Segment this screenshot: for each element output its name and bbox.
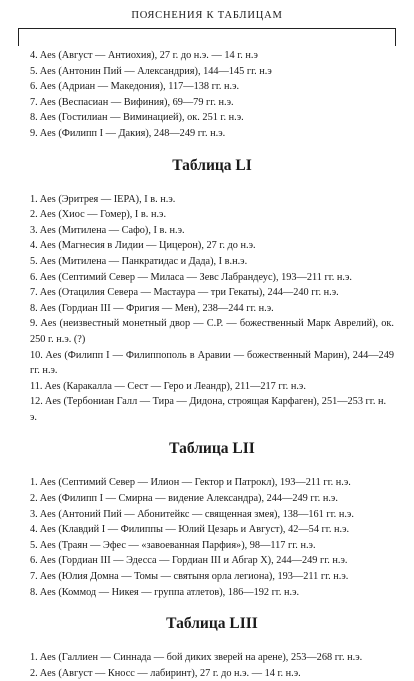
table-lii-entries [30, 475, 394, 600]
header-rule [18, 28, 396, 29]
table-li-entries [30, 192, 394, 426]
list-item: 6. Aes (Адриан — Македония), 117—138 гг. н.э. [30, 81, 240, 93]
list-item: 2. Aes (Август — Кносс — лабиринт), 27 г. до н.э. — 14 г. н.э. [30, 667, 301, 679]
list-item: 7. Aes (Отацилия Севера — Мастаура — три Гекаты), 244—240 гг. н.э. [30, 287, 339, 299]
list-item: 10. Aes (Филипп I — Филиппополь в Аравии — божественный Марин), 244—249 гг. н.э. [30, 349, 394, 377]
list-item: 7. Aes (Юлия Домна — Томы — святыня орла легиона), 193—211 гг. н.э. [30, 571, 349, 583]
list-item: 6. Aes (Гордиан III — Эдесса — Гордиан III и Абгар X), 244—249 гг. н.э. [30, 555, 348, 567]
list-item: 5. Aes (Траян — Эфес — «завоеванная Парфия»), 98—117 гг. н.э. [30, 539, 316, 551]
table-liii-entries [30, 650, 394, 681]
continued-entries [30, 48, 394, 142]
section-title-table-li: Таблица LI [172, 156, 252, 174]
list-item: 1. Aes (Септимий Север — Илион — Гектор и Патрокл), 193—211 гг. н.э. [30, 477, 351, 489]
list-item: 8. Aes (Гостилиан — Виминацией), ок. 251 г. н.э. [30, 112, 244, 124]
list-item: 2. Aes (Филипп I — Смирна — видение Александра), 244—249 гг. н.э. [30, 493, 338, 505]
header-bracket-right [395, 28, 396, 46]
list-item: 7. Aes (Веспасиан — Вифиния), 69—79 гг. н.э. [30, 96, 234, 108]
list-item: 3. Aes (Митилена — Сафо), I в. н.э. [30, 224, 185, 236]
list-item: 4. Aes (Клавдий I — Филиппы — Юлий Цезарь и Август), 42—54 гг. н.э. [30, 524, 350, 536]
list-item: 5. Aes (Антонин Пий — Александрия), 144—145 гг. н.э [30, 65, 272, 77]
list-item: 5. Aes (Митилена — Панкратидас и Дада), I в.н.э. [30, 255, 248, 267]
header-bracket-left [18, 28, 19, 46]
list-item: 12. Aes (Тербониан Галл — Тира — Дидона, строящая Карфаген), 251—253 гг. н. э. [30, 396, 387, 423]
list-item: 8. Aes (Гордиан III — Фригия — Мен), 238—244 гг. н.э. [30, 302, 274, 314]
list-item: 1. Aes (Эритрея — IEPA), I в. н.э. [30, 193, 176, 205]
list-item: 2. Aes (Хиос — Гомер), I в. н.э. [30, 209, 167, 221]
section-title-table-liii: Таблица LIII [166, 615, 258, 633]
running-header-title: ПОЯСНЕНИЯ К ТАБЛИЦАМ [131, 10, 283, 21]
list-item: 4. Aes (Август — Антиохия), 27 г. до н.э. — 14 г. н.э [30, 50, 258, 61]
list-item: 9. Aes (неизвестный монетный двор — С.Р. — божественный Марк Аврелий), ок. 250 г. н.э. (?) [30, 318, 394, 345]
page-content [30, 48, 394, 681]
list-item: 9. Aes (Филипп I — Дакия), 248—249 гг. н.э. [30, 127, 226, 139]
list-item: 3. Aes (Антоний Пий — Абонитейкс — священная змея), 138—161 гг. н.э. [30, 508, 354, 520]
running-header [18, 10, 396, 32]
list-item: 6. Aes (Септимий Север — Миласа — Зевс Лабрандеус), 193—211 гг. н.э. [30, 271, 352, 283]
list-item: 4. Aes (Магнесия в Лидии — Цицерон), 27 г. до н.э. [30, 240, 256, 252]
list-item: 11. Aes (Каракалла — Сест — Геро и Леандр), 211—217 гг. н.э. [30, 380, 306, 392]
section-title-table-lii: Таблица LII [169, 440, 255, 458]
list-item: 8. Aes (Коммод — Никея — группа атлетов), 186—192 гг. н.э. [30, 586, 300, 598]
list-item: 1. Aes (Галлиен — Синнада — бой диких зверей на арене), 253—268 гг. н.э. [30, 652, 363, 664]
